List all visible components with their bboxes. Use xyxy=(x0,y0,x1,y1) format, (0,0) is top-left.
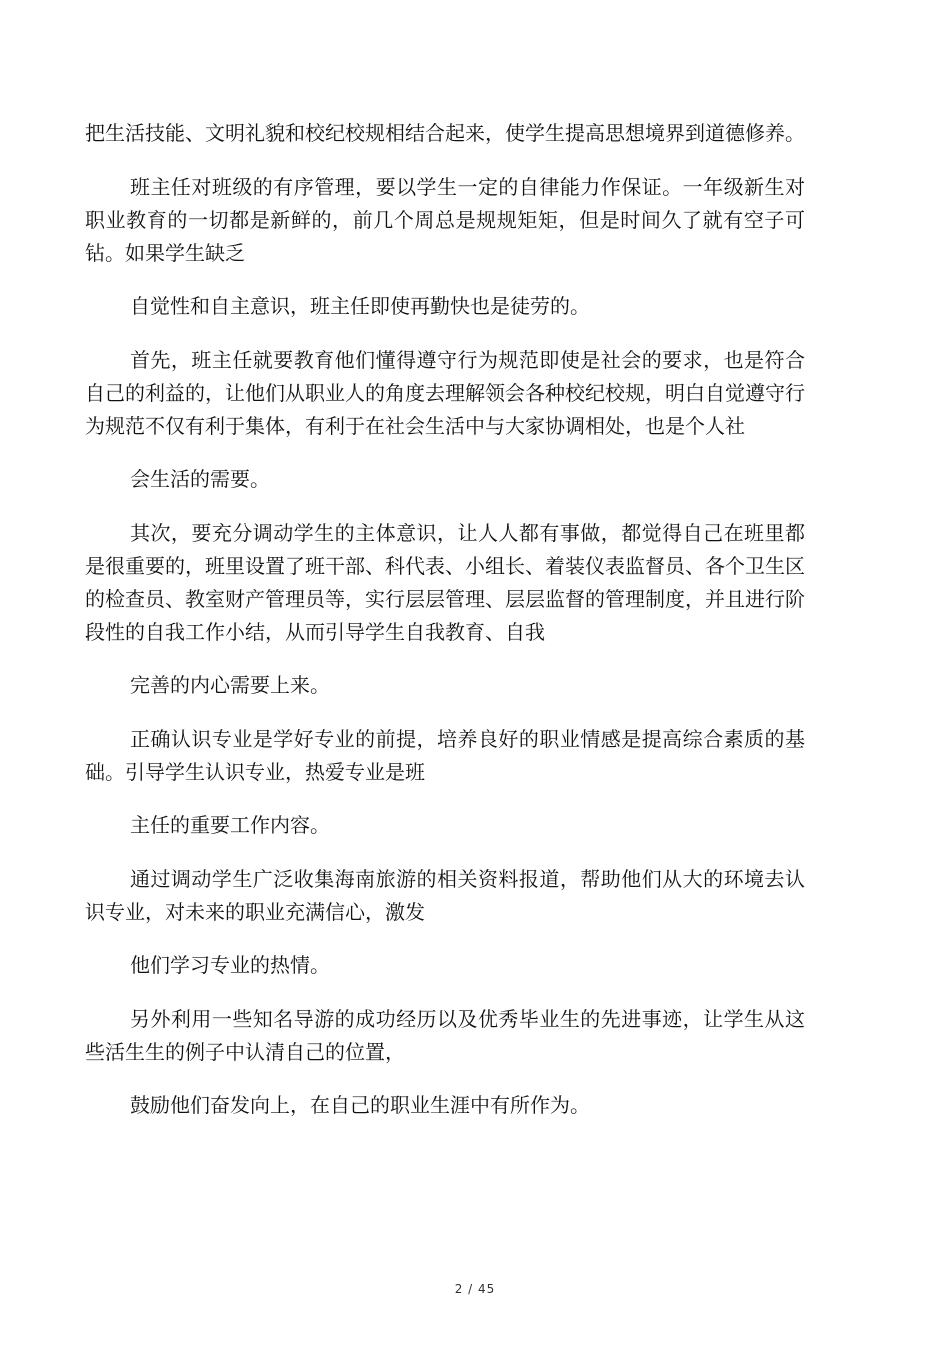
paragraph-3: 自觉性和自主意识，班主任即使再勤快也是徒劳的。 xyxy=(130,294,590,318)
paragraph-2: 班主任对班级的有序管理，要以学生一定的自律能力作保证。一年级新生对职业教育的一切都是新鲜的，前几个周总是规规矩矩，但是时间久了就有空子可钻。如果学生缺乏 xyxy=(85,175,805,265)
paragraph-1: 把生活技能、文明礼貌和校纪校规相结合起来，使学生提高思想境界到道德修养。 xyxy=(85,121,805,145)
paragraph-12: 另外利用一些知名导游的成功经历以及优秀毕业生的先进事迹，让学生从这些活生生的例子中认清自己的位置， xyxy=(85,1007,805,1064)
paragraph-13: 鼓励他们奋发向上，在自己的职业生涯中有所作为。 xyxy=(130,1093,590,1117)
paragraph-11: 他们学习专业的热情。 xyxy=(130,953,330,977)
paragraph-10: 通过调动学生广泛收集海南旅游的相关资料报道，帮助他们从大的环境去认识专业，对未来的职业充满信心，激发 xyxy=(85,867,805,924)
paragraph-5: 会生活的需要。 xyxy=(130,467,270,491)
document-body xyxy=(85,117,805,1122)
paragraph-8: 正确认识专业是学好专业的前提，培养良好的职业情感是提高综合素质的基础。引导学生认识专业，热爱专业是班 xyxy=(85,727,805,784)
paragraph-9: 主任的重要工作内容。 xyxy=(130,813,330,837)
paragraph-4: 首先，班主任就要教育他们懂得遵守行为规范即使是社会的要求，也是符合自己的利益的，让他们从职业人的角度去理解领会各种校纪校规，明白自觉遵守行为规范不仅有利于集体，有利于在社会生活中与大家协调相处，也是个人社 xyxy=(85,348,805,438)
page-number: 2 / 45 xyxy=(454,1282,496,1296)
paragraph-6: 其次，要充分调动学生的主体意识，让人人都有事做，都觉得自己在班里都是很重要的，班里设置了班干部、科代表、小组长、着装仪表监督员、各个卫生区的检查员、教室财产管理员等，实行层层管理、层层监督的管理制度，并且进行阶段性的自我工作小结，从而引导学生自我教育、自我 xyxy=(85,521,805,644)
paragraph-7: 完善的内心需要上来。 xyxy=(130,673,330,697)
